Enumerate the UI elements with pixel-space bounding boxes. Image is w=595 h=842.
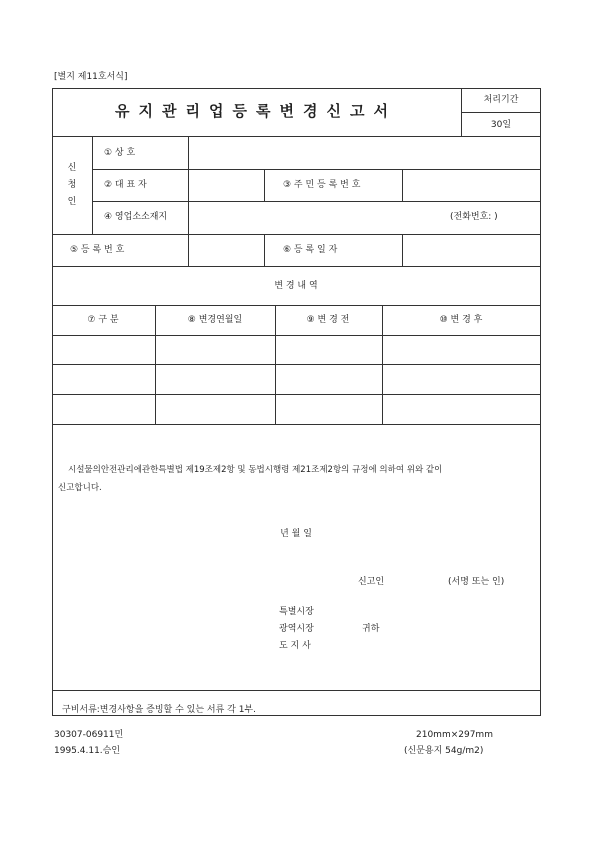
representative-field[interactable] [190,171,262,199]
processing-period-value: 30일 [490,120,512,130]
resident-number-field[interactable] [404,171,538,199]
registration-number-label: ⑤ 등 록 번 호 [70,245,125,255]
business-address-label: ④ 영업소소재지 [104,212,168,222]
required-documents: 구비서류:변경사항을 증빙할 수 있는 서류 각 1부. [62,705,256,715]
approval-date: 1995.4.11.승인 [54,746,121,756]
paper-size: 210mm×297mm [416,730,493,740]
recipient-metro-city: 광역시장 [279,624,314,634]
trade-name-field[interactable] [190,138,538,167]
outer-top-border [52,88,541,89]
table-row[interactable] [53,336,540,364]
column-before-change: ⑨ 변 경 전 [306,315,350,325]
declaration-line-1: 시설물의안전관리에관한특별법 제19조제2항 및 동법시행령 제21조제2항의 규정에 의하여 위와 같이 [68,465,443,475]
trade-name-label: ① 상 호 [104,148,136,158]
registration-number-field[interactable] [190,236,262,264]
declaration-date: 년 월 일 [280,529,312,539]
paper-type: (신문용지 54g/m2) [404,746,484,756]
recipient-special-city: 특별시장 [279,607,314,617]
change-details-title: 변 경 내 역 [274,281,318,291]
processing-period-label: 처리기간 [483,95,519,105]
applicant-label-1: 신 [67,163,77,173]
applicant-label-3: 인 [67,197,77,207]
registration-date-field[interactable] [404,236,538,264]
outer-right-border [540,88,541,716]
form-number: [별지 제11호서식] [54,72,128,82]
column-change-date: ⑧ 변경연월일 [187,315,243,325]
applicant-label-2: 청 [67,180,77,190]
resident-number-label: ③ 주 민 등 록 번 호 [283,180,361,190]
declaration-line-2: 신고합니다. [58,483,102,493]
declarant-label: 신고인 [358,577,385,587]
recipient-province: 도 지 사 [279,641,311,651]
form-code: 30307-06911민 [54,730,124,740]
form-title: 유지관리업등록변경신고서 [115,102,397,120]
signature-label: (서명 또는 인) [448,577,505,587]
column-after-change: ⑩ 변 경 후 [439,315,483,325]
representative-label: ② 대 표 자 [104,180,147,190]
column-category: ⑦ 구 분 [87,315,119,325]
registration-date-label: ⑥ 등 록 일 자 [283,245,338,255]
recipient-honorific: 귀하 [362,624,380,634]
phone-number-label: (전화번호: ) [450,212,498,222]
table-row[interactable] [53,365,540,394]
table-row[interactable] [53,395,540,424]
outer-bottom-border [52,715,541,716]
